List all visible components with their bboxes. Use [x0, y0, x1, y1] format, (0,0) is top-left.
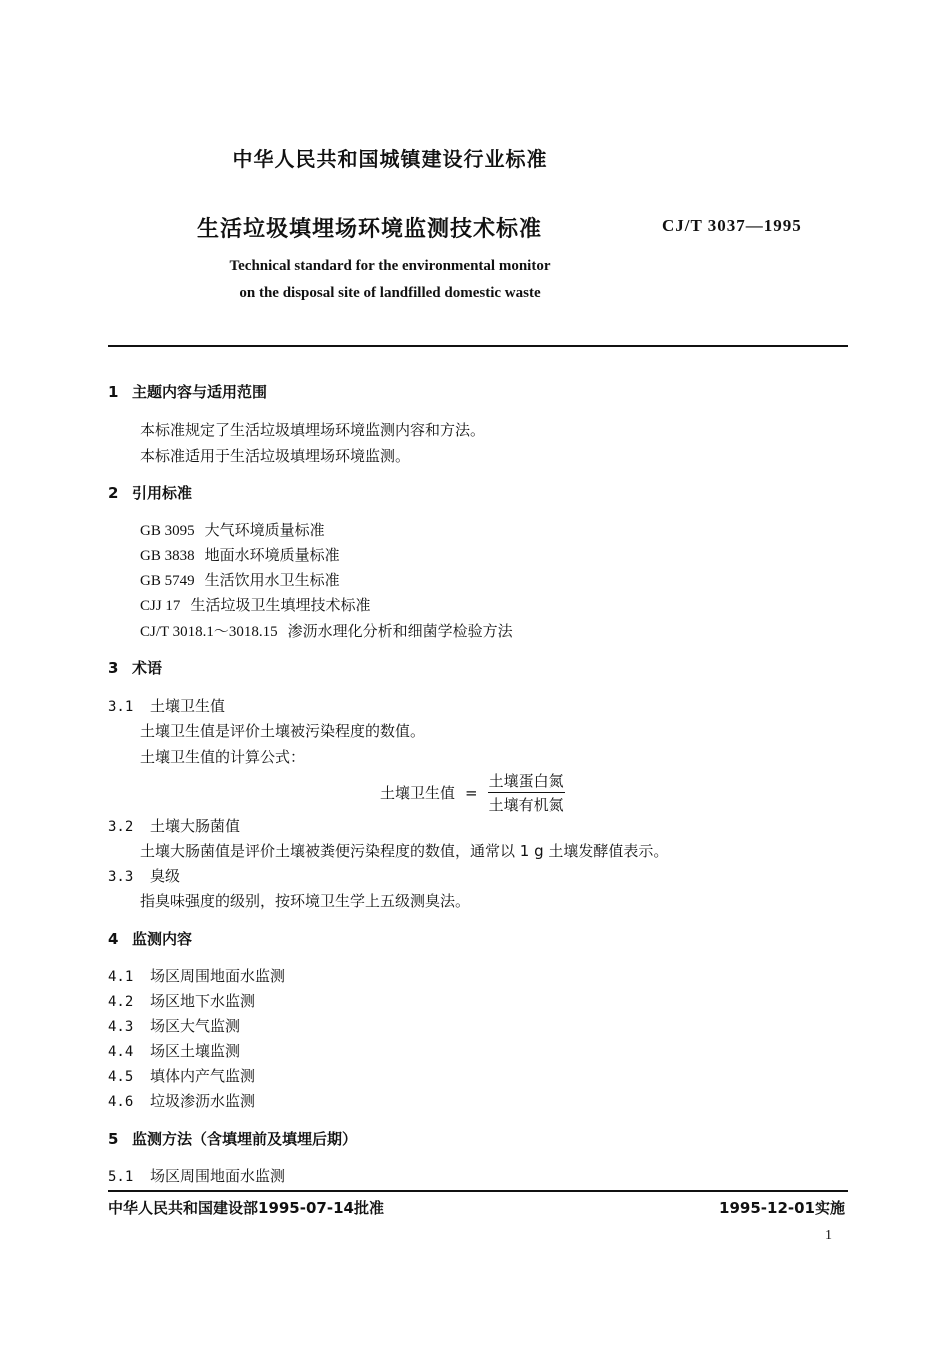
subsection-number: 4.3: [108, 1019, 134, 1035]
section-1-number: 1: [108, 383, 119, 401]
document-title-cn: 生活垃圾填埋场环境监测技术标准: [197, 217, 543, 242]
list-item: [108, 1065, 255, 1086]
section-1-title: 主题内容与适用范围: [132, 383, 268, 401]
reference-code: CJJ 17: [140, 598, 181, 614]
subsection-number: 4.4: [108, 1044, 134, 1060]
subsection-title: 臭级: [150, 867, 181, 885]
subsection-number: 3.1: [108, 699, 134, 715]
section-4-heading: [108, 928, 192, 949]
subsection-title: 填体内产气监测: [150, 1067, 256, 1085]
reference-code: GB 3095: [140, 523, 195, 539]
subsection-3-3-para-1: 指臭味强度的级别，按环境卫生学上五级测臭法。: [140, 892, 471, 910]
subsection-number: 4.6: [108, 1094, 134, 1110]
subsection-number: 4.1: [108, 969, 134, 985]
reference-item: [140, 569, 340, 590]
section-1-para-1: 本标准规定了生活垃圾填埋场环境监测内容和方法。: [140, 421, 486, 439]
formula-lhs: 土壤卫生值: [380, 784, 456, 802]
footer-divider: [108, 1190, 848, 1192]
section-4-number: 4: [108, 930, 119, 948]
subsection-3-3-heading: [108, 865, 180, 886]
subsection-title: 场区地下水监测: [150, 992, 256, 1010]
subsection-number: 4.2: [108, 994, 134, 1010]
list-item: [108, 1090, 255, 1111]
reference-name: 生活垃圾卫生填埋技术标准: [190, 596, 371, 614]
section-5-heading: [108, 1128, 357, 1149]
section-2-heading: [108, 482, 192, 503]
approval-statement: 中华人民共和国建设部1995-07-14批准: [108, 1199, 384, 1217]
subsection-3-1-para-2: 土壤卫生值的计算公式：: [140, 748, 306, 766]
formula-equals: =: [465, 783, 478, 802]
subsection-title: 土壤大肠菌值: [150, 817, 241, 835]
section-2-number: 2: [108, 484, 119, 502]
reference-item: [140, 544, 340, 565]
standard-number: CJ/T 3037—1995: [662, 216, 802, 235]
subsection-title: 垃圾渗沥水监测: [150, 1092, 256, 1110]
issuing-authority: 中华人民共和国城镇建设行业标准: [232, 147, 548, 171]
document-title-en-line1: Technical standard for the environmental monitor: [229, 258, 551, 274]
section-1-para-2: 本标准适用于生活垃圾填埋场环境监测。: [140, 447, 411, 465]
subsection-number: 3.3: [108, 869, 134, 885]
subsection-title: 场区大气监测: [150, 1017, 241, 1035]
subsection-3-2-para-1: 土壤大肠菌值是评价土壤被粪便污染程度的数值，通常以 1 g 土壤发酵值表示。: [140, 842, 669, 860]
section-3-heading: [108, 657, 162, 678]
subsection-number: 4.5: [108, 1069, 134, 1085]
section-5-title: 监测方法（含填埋前及填埋后期）: [132, 1130, 358, 1148]
formula-fraction: [488, 770, 565, 815]
section-3-number: 3: [108, 659, 119, 677]
subsection-3-1-para-1: 土壤卫生值是评价土壤被污染程度的数值。: [140, 722, 426, 740]
subsection-number: 5.1: [108, 1169, 134, 1185]
subsection-3-1-heading: [108, 695, 225, 716]
section-5-number: 5: [108, 1130, 119, 1148]
reference-code: CJ/T 3018.1～3018.15: [140, 624, 278, 640]
section-1-heading: [108, 381, 267, 402]
list-item: [108, 965, 285, 986]
reference-item: [140, 594, 370, 615]
reference-code: GB 3838: [140, 548, 195, 564]
reference-code: GB 5749: [140, 573, 195, 589]
subsection-title: 土壤卫生值: [150, 697, 226, 715]
section-4-title: 监测内容: [132, 930, 193, 948]
subsection-number: 3.2: [108, 819, 134, 835]
section-2-title: 引用标准: [132, 484, 193, 502]
subsection-title: 场区土壤监测: [150, 1042, 241, 1060]
hygiene-value-formula: [380, 770, 565, 815]
list-item: [108, 1015, 240, 1036]
list-item: [108, 1040, 240, 1061]
header-divider: [108, 345, 848, 347]
subsection-5-1-heading: [108, 1165, 285, 1186]
subsection-title: 场区周围地面水监测: [150, 967, 286, 985]
reference-name: 生活饮用水卫生标准: [204, 571, 340, 589]
page-number: 1: [825, 1228, 832, 1243]
formula-numerator: 土壤蛋白氮: [488, 770, 565, 793]
reference-name: 大气环境质量标准: [204, 521, 325, 539]
reference-name: 地面水环境质量标准: [204, 546, 340, 564]
effective-date: 1995-12-01实施: [719, 1199, 845, 1217]
formula-denominator: 土壤有机氮: [488, 796, 564, 814]
reference-item: [140, 620, 513, 641]
document-title-en-line2: on the disposal site of landfilled domestic waste: [239, 285, 541, 301]
subsection-3-2-heading: [108, 815, 240, 836]
list-item: [108, 990, 255, 1011]
section-3-title: 术语: [132, 659, 163, 677]
subsection-title: 场区周围地面水监测: [150, 1167, 286, 1185]
reference-item: [140, 519, 325, 540]
reference-name: 渗沥水理化分析和细菌学检验方法: [287, 622, 513, 640]
